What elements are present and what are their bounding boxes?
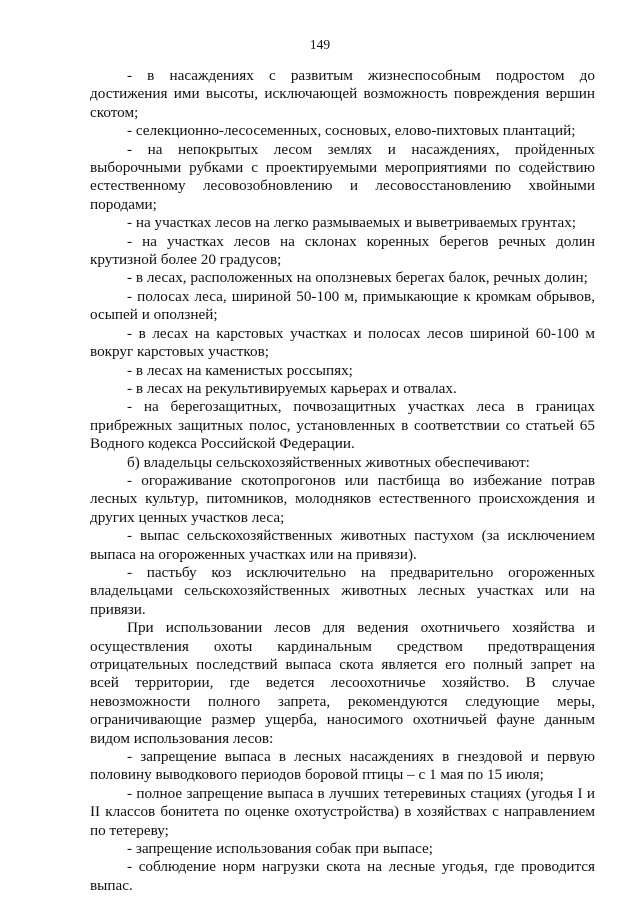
document-body xyxy=(90,67,595,895)
paragraph: - на берегозащитных, почвозащитных участках леса в границах прибрежных защитных полос, установленных в соответствии со статьей 65 Водного кодекса Российской Федерации. xyxy=(90,398,595,453)
paragraph: - пастьбу коз исключительно на предварительно огороженных владельцами сельскохозяйственных животных лесных участках или на привязи. xyxy=(90,563,595,618)
paragraph: - в лесах на рекультивируемых карьерах и отвалах. xyxy=(127,379,457,397)
paragraph: - запрещение использования собак при выпасе; xyxy=(127,840,433,858)
paragraph: При использовании лесов для ведения охотничьего хозяйства и осуществления охоты кардинальным средством предотвращения отрицательных последствий выпаса скота является его полный запрет на всей территории, где ведется лесоохотничье хозяйство. В случае невозможности полного запрета, рекомендуются следующие меры, ограничивающие размер ущерба, наносимого охотничьей фауне данным видом использования лесов: xyxy=(90,619,595,747)
paragraph: б) владельцы сельскохозяйственных животных обеспечивают: xyxy=(127,453,530,471)
paragraph: - в лесах на каменистых россыпях; xyxy=(127,361,353,379)
paragraph: - на непокрытых лесом землях и насаждениях, пройденных выборочными рубками с проектируемыми мероприятиями по содействию естественному лесовозобновлению и лесовосстановлению хвойными породами; xyxy=(90,140,595,213)
paragraph: - соблюдение норм нагрузки скота на лесные угодья, где проводится выпас. xyxy=(90,858,595,894)
paragraph: - полосах леса, шириной 50-100 м, примыкающие к кромкам обрывов, осыпей и оползней; xyxy=(90,287,595,324)
paragraph: - в насаждениях с развитым жизнеспособным подростом до достижения ими высоты, исключающей возможность повреждения вершин скотом; xyxy=(90,67,595,121)
paragraph: - в лесах на карстовых участках и полосах лесов шириной 60-100 м вокруг карстовых участков; xyxy=(90,324,595,361)
paragraph: - полное запрещение выпаса в лучших тетеревиных стациях (угодья I и II классов бонитета по оценке охотустройства) в хозяйствах с направлением по тетереву; xyxy=(90,784,595,839)
paragraph: - запрещение выпаса в лесных насаждениях в гнездовой и первую половину выводкового периодов боровой птицы – с 1 мая по 15 июля; xyxy=(90,748,595,784)
page-number: 149 xyxy=(309,37,331,52)
paragraph: - селекционно-лесосеменных, сосновых, елово-пихтовых плантаций; xyxy=(127,122,576,140)
paragraph: - на участках лесов на склонах коренных берегов речных долин крутизной более 20 градусов; xyxy=(90,232,595,269)
paragraph: - в лесах, расположенных на оползневых берегах балок, речных долин; xyxy=(127,269,588,287)
paragraph: - огораживание скотопрогонов или пастбища во избежание потрав лесных культур, питомников, молодняков естественного происхождения и других ценных участков леса; xyxy=(90,471,595,526)
paragraph: - выпас сельскохозяйственных животных пастухом (за исключением выпаса на огороженных участках или на привязи). xyxy=(90,527,595,563)
paragraph: - на участках лесов на легко размываемых и выветриваемых грунтах; xyxy=(127,214,577,232)
